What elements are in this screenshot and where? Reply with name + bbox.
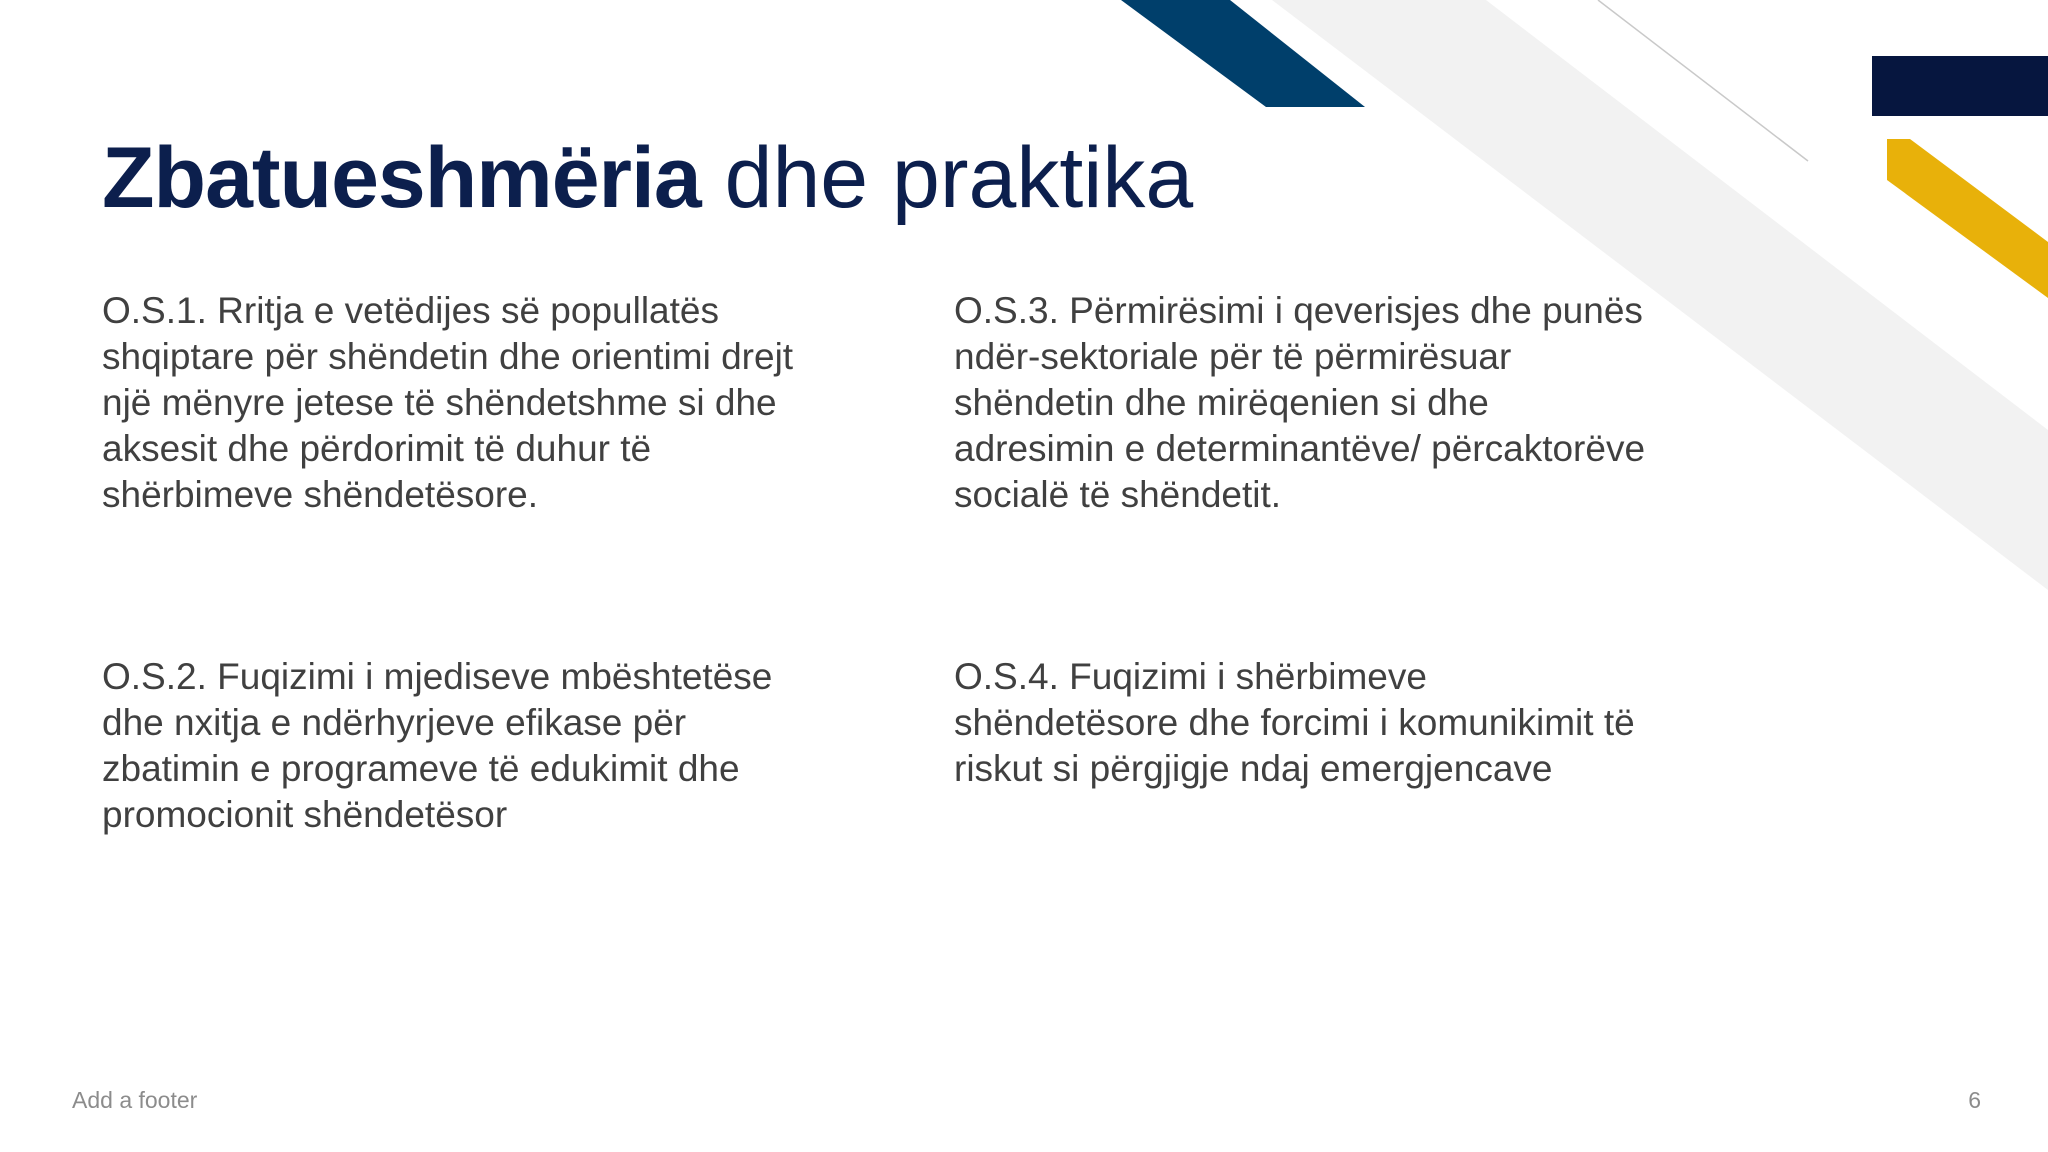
objective-os1: O.S.1. Rritja e vetëdijes së popullatës shqiptare për shëndetin dhe orientimi drejt një mënyre jetese të shëndetshme si dhe aksesit dhe përdorimit të duhur të shërbimeve shëndetësore. — [102, 290, 794, 515]
navy-logo-block — [1872, 56, 2048, 116]
objective-os2: O.S.2. Fuqizimi i mjediseve mbështetëse dhe nxitja e ndërhyrjeve efikase për zbatimin e programeve të edukimit dhe promocionit shëndetësor — [102, 656, 773, 835]
page-title — [102, 128, 1193, 228]
footer-text: Add a footer — [72, 1087, 198, 1113]
title-bold-part: Zbatueshmëria — [102, 130, 701, 226]
title-regular-part: dhe praktika — [700, 130, 1194, 226]
objective-os4: O.S.4. Fuqizimi i shërbimeve shëndetësore dhe forcimi i komunikimit të riskut si përgjigje ndaj emergjencave — [954, 656, 1635, 789]
gold-diagonal-stripe — [1887, 139, 2048, 298]
objective-os3: O.S.3. Përmirësimi i qeverisjes dhe punës ndër-sektoriale për të përmirësuar shëndetin dhe mirëqenien si dhe adresimin e determinantëve/ përcaktorëve socialë të shëndetit. — [954, 290, 1646, 515]
page-number: 6 — [1968, 1087, 1981, 1113]
